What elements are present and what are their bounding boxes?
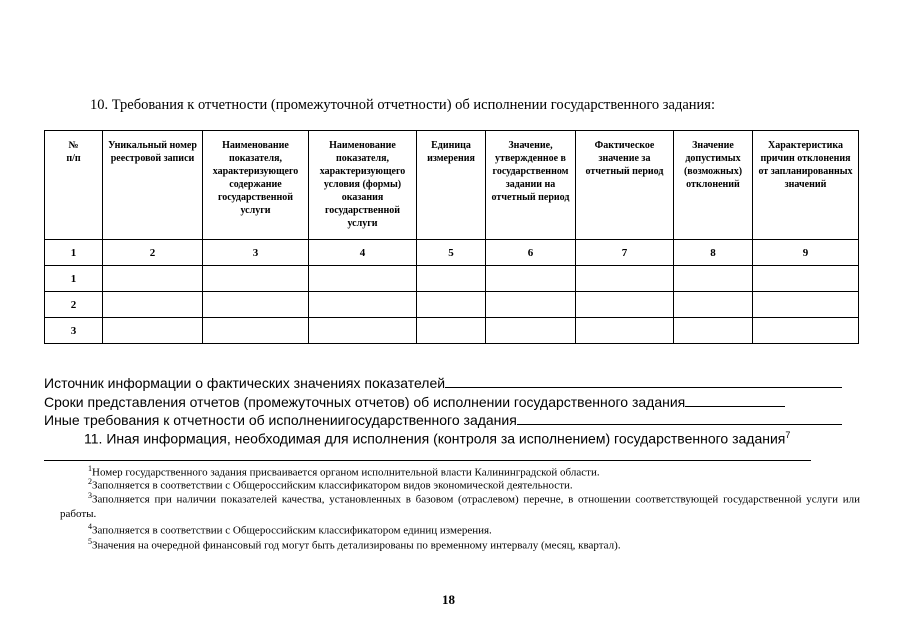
source-fill-line[interactable] — [445, 375, 842, 388]
column-header-4: Наименование показателя, характеризующего условия (формы) оказания государственной услуги — [309, 131, 417, 240]
table-cell[interactable] — [486, 292, 576, 318]
table-row — [45, 292, 859, 318]
column-number: 3 — [203, 240, 309, 266]
table-cell[interactable] — [103, 292, 203, 318]
table-cell[interactable] — [417, 266, 486, 292]
footnote-1: $^1$Номер государственного задания присваивается органом исполнительной власти Калининградской области. — [88, 464, 600, 479]
column-number: 6 — [486, 240, 576, 266]
table-cell[interactable] — [309, 318, 417, 344]
column-header-7: Фактическое значение за отчетный период — [576, 131, 674, 240]
deadlines-line — [44, 394, 785, 410]
table-cell[interactable] — [309, 266, 417, 292]
column-number: 5 — [417, 240, 486, 266]
column-number-row — [45, 240, 859, 266]
deadlines-fill-line[interactable] — [685, 394, 785, 407]
column-number: 7 — [576, 240, 674, 266]
other-requirements-line — [44, 412, 842, 428]
footnote-rule — [44, 460, 811, 461]
row-number-cell: 1 — [45, 266, 103, 292]
table-cell[interactable] — [203, 318, 309, 344]
page-number: 18 — [442, 592, 455, 607]
section-title: 10. Требования к отчетности (промежуточной отчетности) об исполнении государственного задания: — [90, 97, 715, 113]
footnote-4: $^4$Заполняется в соответствии с Общероссийским классификатором единиц измерения. — [88, 522, 492, 537]
table-cell[interactable] — [576, 318, 674, 344]
column-number: 2 — [103, 240, 203, 266]
table-row — [45, 318, 859, 344]
table-cell[interactable] — [203, 266, 309, 292]
table-cell[interactable] — [417, 318, 486, 344]
table-header-row — [45, 131, 859, 240]
column-number: 1 — [45, 240, 103, 266]
table-cell[interactable] — [674, 292, 753, 318]
column-number: 8 — [674, 240, 753, 266]
footnote-2: $^2$Заполняется в соответствии с Общероссийским классификатором видов экономической деятельности. — [88, 477, 573, 492]
table-cell[interactable] — [103, 266, 203, 292]
table-cell[interactable] — [674, 318, 753, 344]
item11-superscript: 7 — [785, 430, 791, 440]
row-number-cell: 2 — [45, 292, 103, 318]
other-requirements-fill-line[interactable] — [517, 412, 842, 425]
table-cell[interactable] — [103, 318, 203, 344]
footnote-5: $^5$Значения на очередной финансовый год могут быть детализированы по временному интервалу (месяц, квартал). — [88, 537, 621, 552]
deadlines-label: Сроки представления отчетов (промежуточных отчетов) об исполнении государственного задания — [44, 394, 686, 410]
table-cell[interactable] — [753, 292, 859, 318]
table-cell[interactable] — [753, 266, 859, 292]
table-cell[interactable] — [203, 292, 309, 318]
table-row — [45, 266, 859, 292]
table-cell[interactable] — [486, 266, 576, 292]
item11-label: 11. Иная информация, необходимая для исполнения (контроля за исполнением) государственного задания — [84, 430, 786, 447]
table-cell[interactable] — [674, 266, 753, 292]
table-cell[interactable] — [753, 318, 859, 344]
footnote-3: $^3$Заполняется при наличии показателей качества, установленных в базовом (отраслевом) перечне, в отношении соответствующей государственной услуги или работы. — [60, 491, 860, 520]
source-label: Источник информации о фактических значениях показателей — [44, 375, 446, 391]
column-number: 4 — [309, 240, 417, 266]
column-header-6: Значение, утвержденное в государственном задании на отчетный период — [486, 131, 576, 240]
table-cell[interactable] — [417, 292, 486, 318]
table-cell[interactable] — [576, 266, 674, 292]
column-header-3: Наименование показателя, характеризующего содержание государственной услуги — [203, 131, 309, 240]
item11-line — [84, 430, 790, 447]
row-number-cell: 3 — [45, 318, 103, 344]
table-cell[interactable] — [309, 292, 417, 318]
column-header-2: Уникальный номер реестровой записи — [103, 131, 203, 240]
table-cell[interactable] — [486, 318, 576, 344]
source-line — [44, 375, 842, 391]
column-header-9: Характеристика причин отклонения от запланированных значений — [753, 131, 859, 240]
table-cell[interactable] — [576, 292, 674, 318]
report-table — [44, 130, 859, 344]
column-header-5: Единица измерения — [417, 131, 486, 240]
column-header-8: Значение допустимых (возможных) отклонений — [674, 131, 753, 240]
column-header-1: № п/п — [45, 131, 103, 240]
other-requirements-label: Иные требования к отчетности об исполнениигосударственного задания — [44, 412, 517, 428]
column-number: 9 — [753, 240, 859, 266]
